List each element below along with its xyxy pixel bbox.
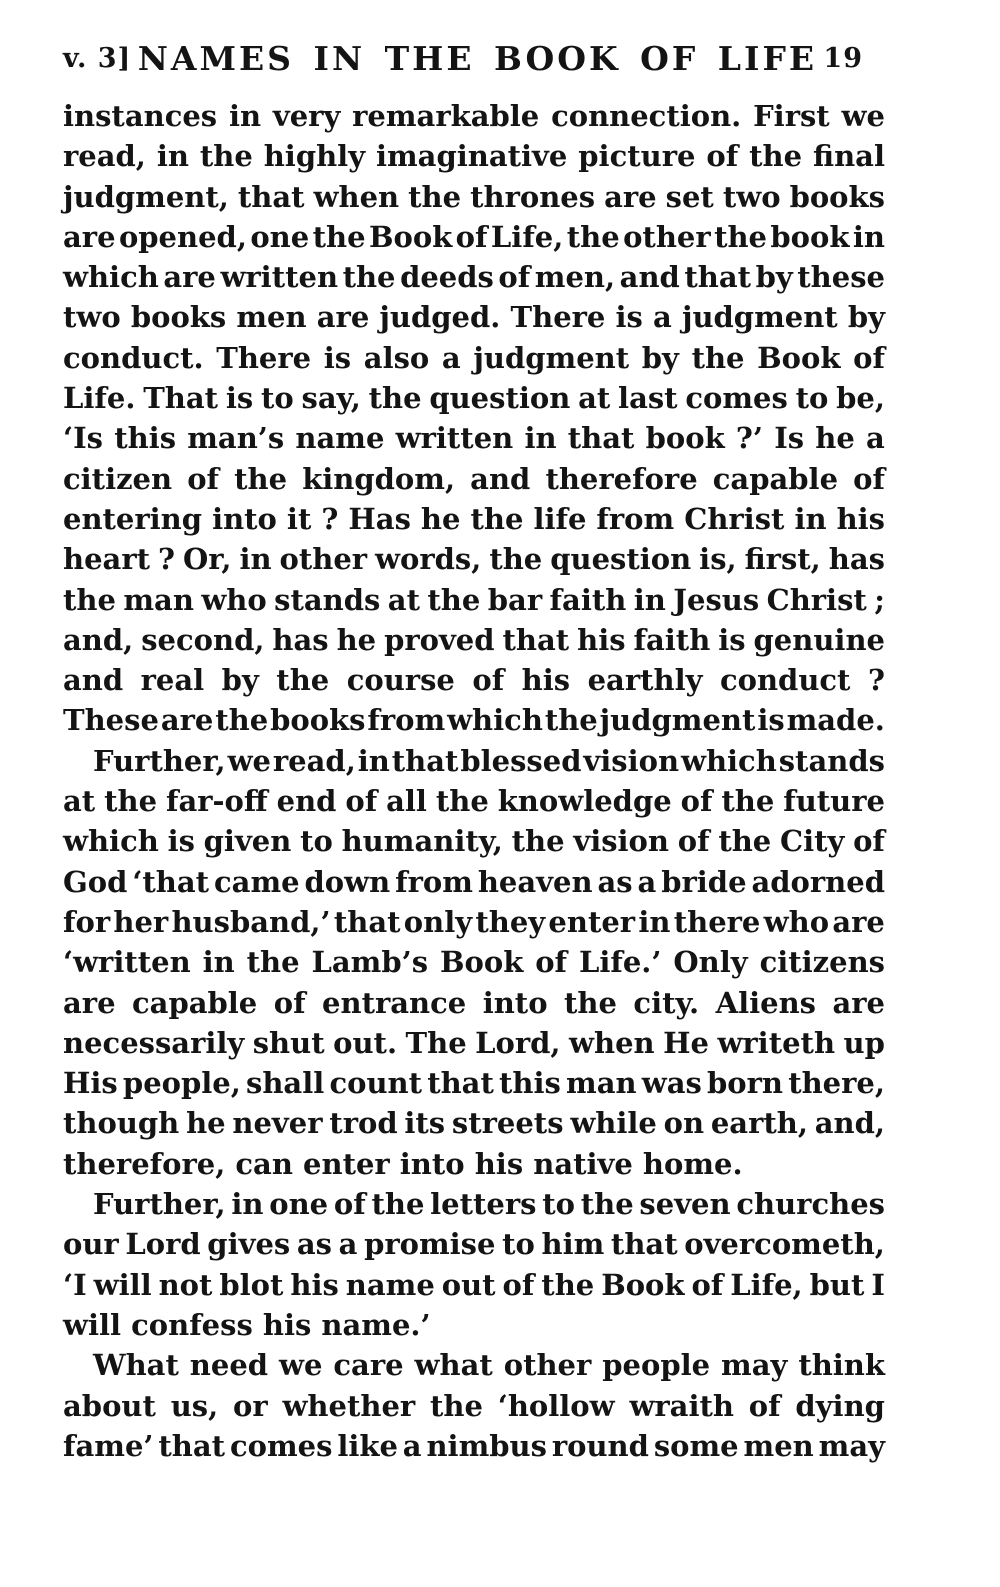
text-line: at the far-off end of all the knowledge of the future [63, 784, 885, 819]
running-header [63, 36, 863, 80]
text-line: our Lord gives as a promise to him that overcometh, [63, 1227, 885, 1262]
text-line: though he never trod its streets while on earth, and, [63, 1106, 885, 1141]
text-line: ‘written in the Lamb’s Book of Life.’ Only citizens [63, 945, 885, 980]
text-line: ‘Is this man’s name written in that book ?’ Is he a [63, 421, 885, 456]
section-reference: v. 3] [63, 42, 132, 74]
text-line: instances in very remarkable connection. First we [63, 99, 885, 133]
text-line: read, in the highly imaginative picture of the final [63, 139, 885, 174]
text-line: which is given to humanity, the vision of the City of [63, 824, 885, 859]
text-line: citizen of the kingdom, and therefore capable of [63, 461, 885, 496]
text-line: and, second, has he proved that his faith is genuine [63, 622, 885, 657]
text-line: fame’ that comes like a nimbus round some men may [63, 1428, 885, 1463]
text-line: ‘I will not blot his name out of the Book of Life, but I [63, 1267, 885, 1302]
page-text [63, 96, 885, 1466]
page-title: NAMES IN THE BOOK OF LIFE [137, 38, 818, 78]
text-line: are opened, one the Book of Life, the other the book in [63, 219, 885, 254]
text-line: Life. That is to say, the question at last comes to be, [63, 381, 885, 416]
text-line: for her husband,’ that only they enter in there who are [63, 904, 885, 939]
text-line: two books men are judged. There is a judgment by [63, 300, 885, 335]
text-line: therefore, can enter into his native home. [63, 1146, 743, 1181]
text-line: God ‘that came down from heaven as a bride adorned [63, 864, 885, 899]
text-line: the man who stands at the bar faith in Jesus Christ ; [63, 582, 885, 617]
text-line: judgment, that when the thrones are set two books [63, 179, 885, 214]
text-line: will confess his name.’ [63, 1307, 431, 1342]
text-line: These are the books from which the judgment is made. [63, 703, 885, 738]
text-line: necessarily shut out. The Lord, when He writeth up [63, 1025, 885, 1060]
text-line: heart ? Or, in other words, the question is, first, has [63, 542, 885, 577]
text-line: His people, shall count that this man was born there, [63, 1066, 885, 1101]
text-line: What need we care what other people may think [93, 1348, 885, 1383]
text-line: entering into it ? Has he the life from Christ in his [63, 501, 885, 536]
page-number: 19 [823, 42, 863, 74]
text-line: and real by the course of his earthly conduct ? [63, 663, 885, 698]
text-line: Further, we read, in that blessed vision which stands [93, 743, 885, 778]
text-line: Further, in one of the letters to the seven churches [93, 1187, 885, 1222]
text-line: conduct. There is also a judgment by the Book of [63, 340, 885, 375]
text-line: about us, or whether the ‘hollow wraith of dying [63, 1388, 885, 1423]
text-line: are capable of entrance into the city. Aliens are [63, 985, 885, 1020]
text-line: which are written the deeds of men, and that by these [63, 260, 885, 295]
